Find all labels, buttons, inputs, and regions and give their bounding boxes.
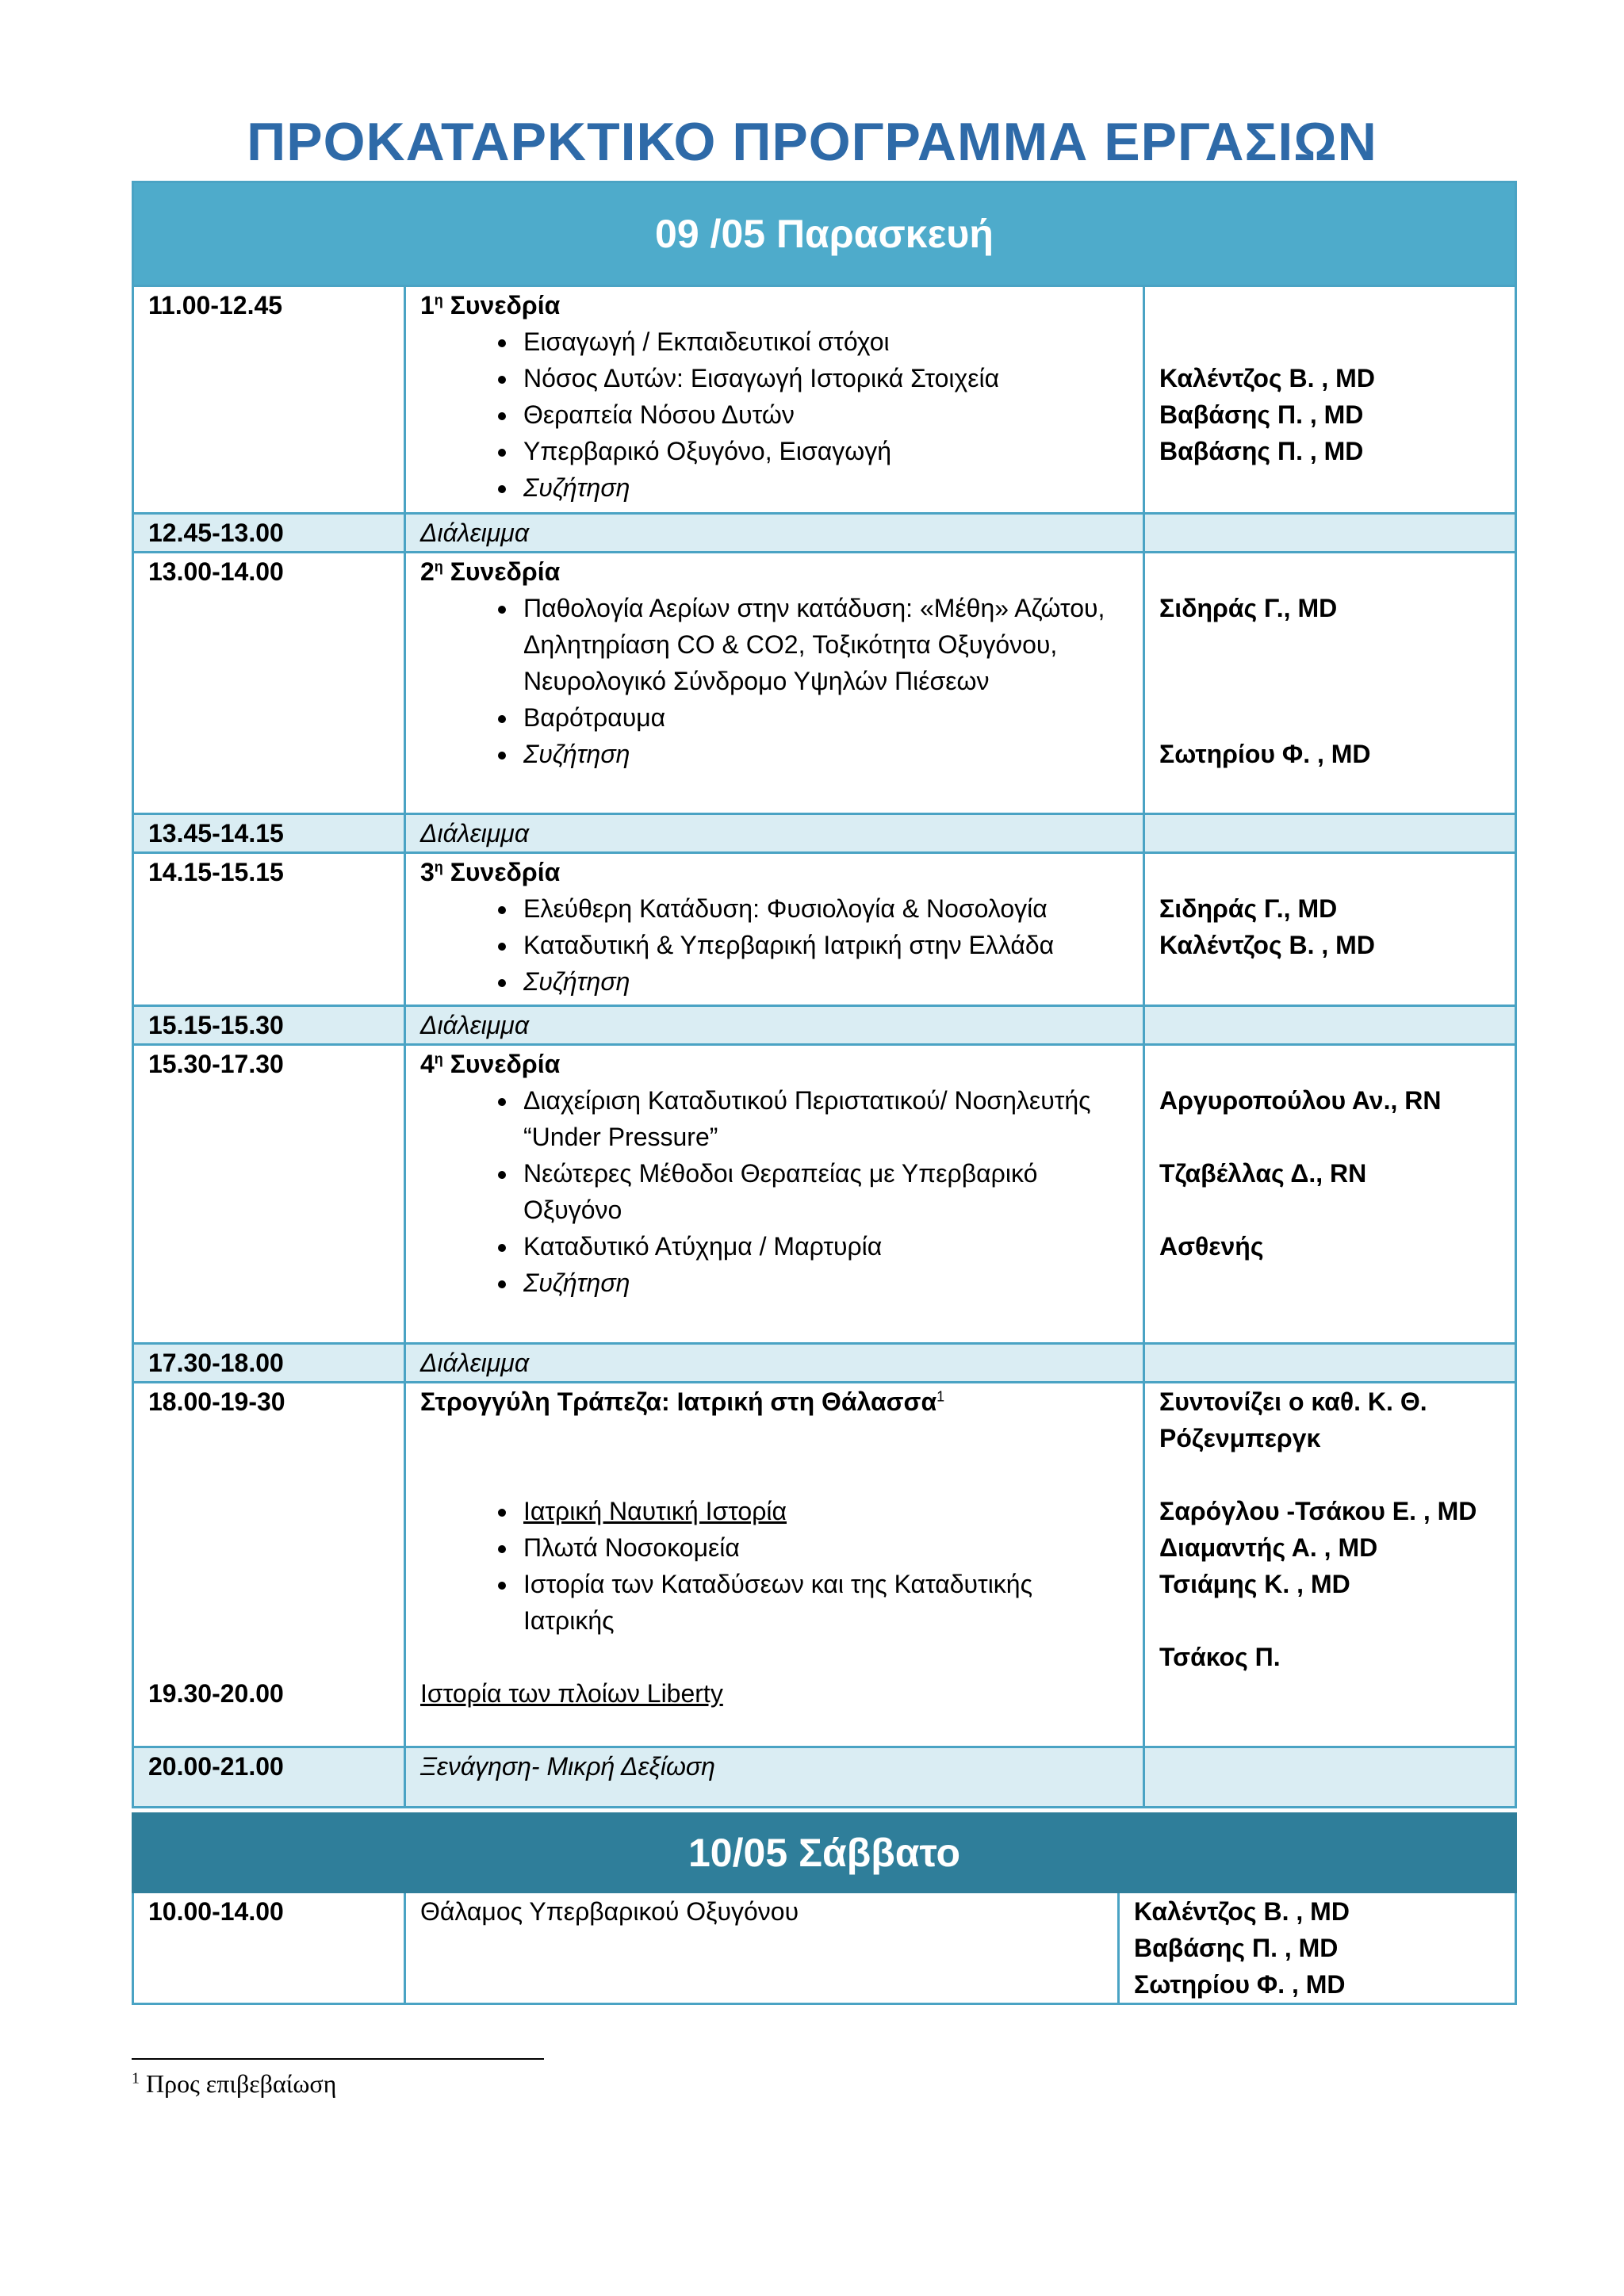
topic-item: • Υπερβαρικό Οξυγόνο, Εισαγωγή xyxy=(519,433,1128,469)
break-row xyxy=(133,1006,1516,1045)
break-time: 15.15-15.30 xyxy=(133,1006,405,1045)
break-time: 13.45-14.15 xyxy=(133,814,405,853)
session-title: $2^\eta$ Συνεδρία xyxy=(420,557,561,586)
topic-item: • Καταδυτική & Υπερβαρική Ιατρική στην Ελλάδα xyxy=(519,927,1128,963)
topic-item: • Ιατρική Ναυτική Ιστορία xyxy=(519,1493,1128,1529)
break-time: 12.45-13.00 xyxy=(133,514,405,553)
break-label: Ξενάγηση- Μικρή Δεξίωση xyxy=(405,1747,1144,1808)
speaker: Βαβάσης Π. , MD xyxy=(1134,1934,1339,1962)
session-speakers xyxy=(1144,853,1516,1006)
session-speakers xyxy=(1144,553,1516,814)
schedule-day2-table xyxy=(132,1812,1517,2005)
speaker: Αργυροπούλου Αν., RN xyxy=(1159,1086,1442,1115)
session-speakers xyxy=(1144,1383,1516,1747)
break-label: Διάλειμμα xyxy=(405,514,1144,553)
session-time: 14.15-15.15 xyxy=(133,853,405,1006)
session-topics xyxy=(420,1082,1128,1301)
speaker: Καλέντζος Β. , MD xyxy=(1134,1897,1350,1926)
break-time: 20.00-21.00 xyxy=(133,1747,405,1808)
break-label: Διάλειμμα xyxy=(405,814,1144,853)
break-row xyxy=(133,1344,1516,1383)
break-row xyxy=(133,514,1516,553)
session-topics xyxy=(420,890,1128,1000)
session-content xyxy=(405,553,1144,814)
speaker: Τζαβέλλας Δ., RN xyxy=(1159,1159,1367,1188)
speaker: Βαβάσης Π. , MD xyxy=(1159,400,1364,429)
topic-item: • Ιστορία των Καταδύσεων και της Καταδυτικής Ιατρικής xyxy=(519,1566,1128,1639)
topic-item: • Συζήτηση xyxy=(519,963,1128,1000)
schedule-day1-table xyxy=(132,181,1517,1808)
speaker: Ασθενής xyxy=(1159,1232,1264,1261)
session-content xyxy=(405,1383,1144,1747)
footnote-mark: 1 xyxy=(936,1388,945,1405)
topic-item: • Θεραπεία Νόσου Δυτών xyxy=(519,396,1128,433)
topic-item: • Ελεύθερη Κατάδυση: Φυσιολογία & Νοσολογία xyxy=(519,890,1128,927)
session-time-2: 19.30-20.00 xyxy=(148,1679,284,1708)
topic-item: • Καταδυτικό Ατύχημα / Μαρτυρία xyxy=(519,1228,1128,1265)
footnote: $^1$ Προς επιβεβαίωση xyxy=(132,2069,337,2098)
topic-item: • Διαχείριση Καταδυτικού Περιστατικού/ Νοσηλευτής “Under Pressure” xyxy=(519,1082,1128,1155)
session-content xyxy=(405,286,1144,514)
topic-item: • Νόσος Δυτών: Εισαγωγή Ιστορικά Στοιχεία xyxy=(519,360,1128,396)
break-row xyxy=(133,814,1516,853)
day1-header: 09 /05 Παρασκευή xyxy=(133,182,1516,286)
session-title: $4^\eta$ Συνεδρία xyxy=(420,1050,561,1078)
session-time: 11.00-12.45 xyxy=(133,286,405,514)
day1-header-row xyxy=(133,182,1516,286)
liberty-topic: Ιστορία των πλοίων Liberty xyxy=(420,1679,723,1708)
session-time: 18.00-19-30 19.30-20.00 xyxy=(133,1383,405,1747)
topic-item: • Εισαγωγή / Εκπαιδευτικοί στόχοι xyxy=(519,323,1128,360)
session-time: 15.30-17.30 xyxy=(133,1045,405,1344)
topic-item: • Συζήτηση xyxy=(519,1265,1128,1301)
topic-item: • Συζήτηση xyxy=(519,469,1128,506)
footnote-text: Προς επιβεβαίωση xyxy=(146,2069,337,2098)
moderator: Συντονίζει ο καθ. Κ. Θ. Ρόζενμπεργκ xyxy=(1159,1387,1427,1452)
session-row xyxy=(133,1045,1516,1344)
speaker: Σιδηράς Γ., MD xyxy=(1159,594,1338,622)
session-time: 10.00-14.00 xyxy=(133,1892,405,2004)
session-topics xyxy=(420,1493,1128,1639)
speaker: Διαμαντής Α. , MD xyxy=(1159,1533,1378,1562)
session-title: $3^\eta$ Συνεδρία xyxy=(420,858,561,886)
break-row xyxy=(133,1747,1516,1808)
day2-header-row xyxy=(133,1814,1516,1892)
speaker: Σωτηρίου Φ. , MD xyxy=(1159,740,1371,768)
topic-item: • Συζήτηση xyxy=(519,736,1128,772)
speaker: Σιδηράς Γ., MD xyxy=(1159,894,1338,923)
session-row xyxy=(133,286,1516,514)
roundtable-row xyxy=(133,1383,1516,1747)
session-speakers xyxy=(1119,1892,1516,2004)
topic-item: • Παθολογία Αερίων στην κατάδυση: «Μέθη» Αζώτου, Δηλητηρίαση CO & CO2, Τοξικότητα Οξυγόνου, Νευρολογικό Σύνδρομο Υψηλών Πιέσεων xyxy=(519,590,1128,699)
topic-item: • Πλωτά Νοσοκομεία xyxy=(519,1529,1128,1566)
break-label: Διάλειμμα xyxy=(405,1344,1144,1383)
session-title: $1^\eta$ Συνεδρία xyxy=(420,291,561,320)
roundtable-title: Στρογγύλη Τράπεζα: Ιατρική στη Θάλασσα$^1$ xyxy=(420,1387,945,1416)
session-row xyxy=(133,1892,1516,2004)
session-row xyxy=(133,853,1516,1006)
session-time: 13.00-14.00 xyxy=(133,553,405,814)
break-label: Διάλειμμα xyxy=(405,1006,1144,1045)
page-title: ΠΡΟΚΑΤΑΡΚΤΙΚΟ ΠΡΟΓΡΑΜΜΑ ΕΡΓΑΣΙΩΝ xyxy=(247,112,1377,172)
session-row xyxy=(133,553,1516,814)
session-content: Θάλαμος Υπερβαρικού Οξυγόνου xyxy=(405,1892,1119,2004)
speaker: Σωτηρίου Φ. , MD xyxy=(1134,1970,1346,1999)
speaker: Τσάκος Π. xyxy=(1159,1643,1281,1671)
session-speakers xyxy=(1144,286,1516,514)
day2-header: 10/05 Σάββατο xyxy=(133,1814,1516,1892)
session-speakers xyxy=(1144,1045,1516,1344)
session-topics xyxy=(420,590,1128,772)
speaker: Σαρόγλου -Τσάκου Ε. , MD xyxy=(1159,1497,1477,1525)
speaker: Καλέντζος Β. , MD xyxy=(1159,364,1375,392)
speaker: Τσιάμης Κ. , MD xyxy=(1159,1570,1350,1598)
session-content xyxy=(405,1045,1144,1344)
speaker: Βαβάσης Π. , MD xyxy=(1159,437,1364,465)
speaker: Καλέντζος Β. , MD xyxy=(1159,931,1375,959)
footnote-divider xyxy=(132,2058,544,2060)
break-time: 17.30-18.00 xyxy=(133,1344,405,1383)
topic-item: • Νεώτερες Μέθοδοι Θεραπείας με Υπερβαρικό Οξυγόνο xyxy=(519,1155,1128,1228)
topic-item: • Βαρότραυμα xyxy=(519,699,1128,736)
session-content xyxy=(405,853,1144,1006)
session-topics xyxy=(420,323,1128,506)
